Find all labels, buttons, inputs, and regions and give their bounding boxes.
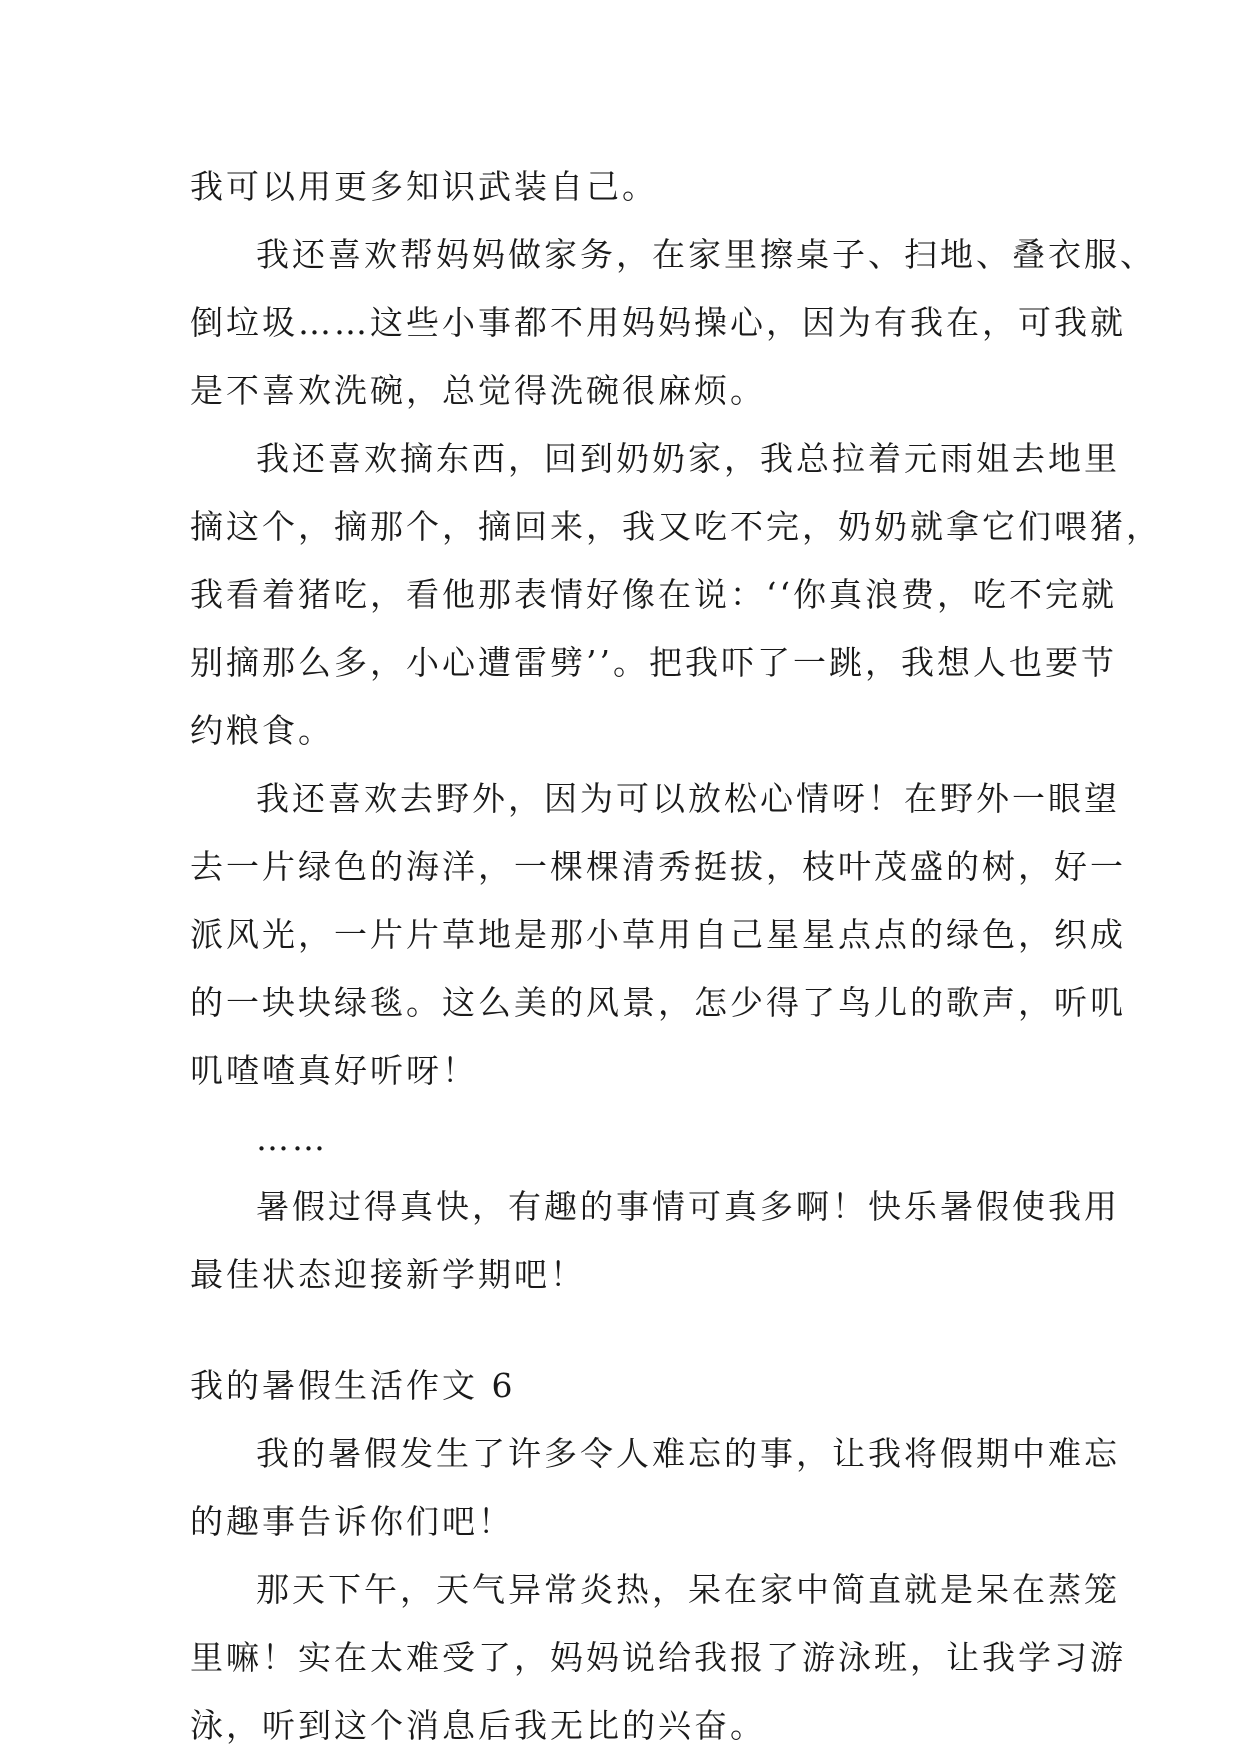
text-line: 去一片绿色的海洋，一棵棵清秀挺拔，枝叶茂盛的树，好一 <box>190 847 1126 886</box>
text-line: 派风光，一片片草地是那小草用自己星星点点的绿色，织成 <box>190 915 1126 954</box>
text-line: 我还喜欢摘东西，回到奶奶家，我总拉着元雨姐去地里 <box>256 439 1120 478</box>
text-line: 摘这个，摘那个，摘回来，我又吃不完，奶奶就拿它们喂猪， <box>190 507 1162 546</box>
text-line: 的一块块绿毯。这么美的风景，怎少得了鸟儿的歌声，听叽 <box>190 983 1126 1022</box>
text-line: 我的暑假发生了许多令人难忘的事，让我将假期中难忘 <box>256 1434 1120 1473</box>
text-line: 里嘛！实在太难受了，妈妈说给我报了游泳班，让我学习游 <box>190 1638 1126 1677</box>
ellipsis-line: …… <box>256 1119 328 1158</box>
text-line: 是不喜欢洗碗，总觉得洗碗很麻烦。 <box>190 371 766 410</box>
text-line: 的趣事告诉你们吧！ <box>190 1502 514 1541</box>
text-line: 最佳状态迎接新学期吧！ <box>190 1255 586 1294</box>
text-line: 我可以用更多知识武装自己。 <box>190 167 658 206</box>
text-line: 叽喳喳真好听呀！ <box>190 1051 478 1090</box>
text-line: 别摘那么多，小心遭雷劈’’。把我吓了一跳，我想人也要节 <box>190 643 1117 682</box>
text-line: 我还喜欢去野外，因为可以放松心情呀！在野外一眼望 <box>256 779 1120 818</box>
text-line: 我看着猪吃，看他那表情好像在说：‘‘你真浪费，吃不完就 <box>190 575 1117 614</box>
text-line: 那天下午，天气异常炎热，呆在家中简直就是呆在蒸笼 <box>256 1570 1120 1609</box>
text-line: 约粮食。 <box>190 711 334 750</box>
text-line: 泳，听到这个消息后我无比的兴奋。 <box>190 1706 766 1745</box>
section-title: 我的暑假生活作文 6 <box>190 1366 516 1405</box>
text-line: 倒垃圾……这些小事都不用妈妈操心，因为有我在，可我就 <box>190 303 1126 342</box>
text-line: 我还喜欢帮妈妈做家务，在家里擦桌子、扫地、叠衣服、 <box>256 235 1156 274</box>
text-line: 暑假过得真快，有趣的事情可真多啊！快乐暑假使我用 <box>256 1187 1120 1226</box>
